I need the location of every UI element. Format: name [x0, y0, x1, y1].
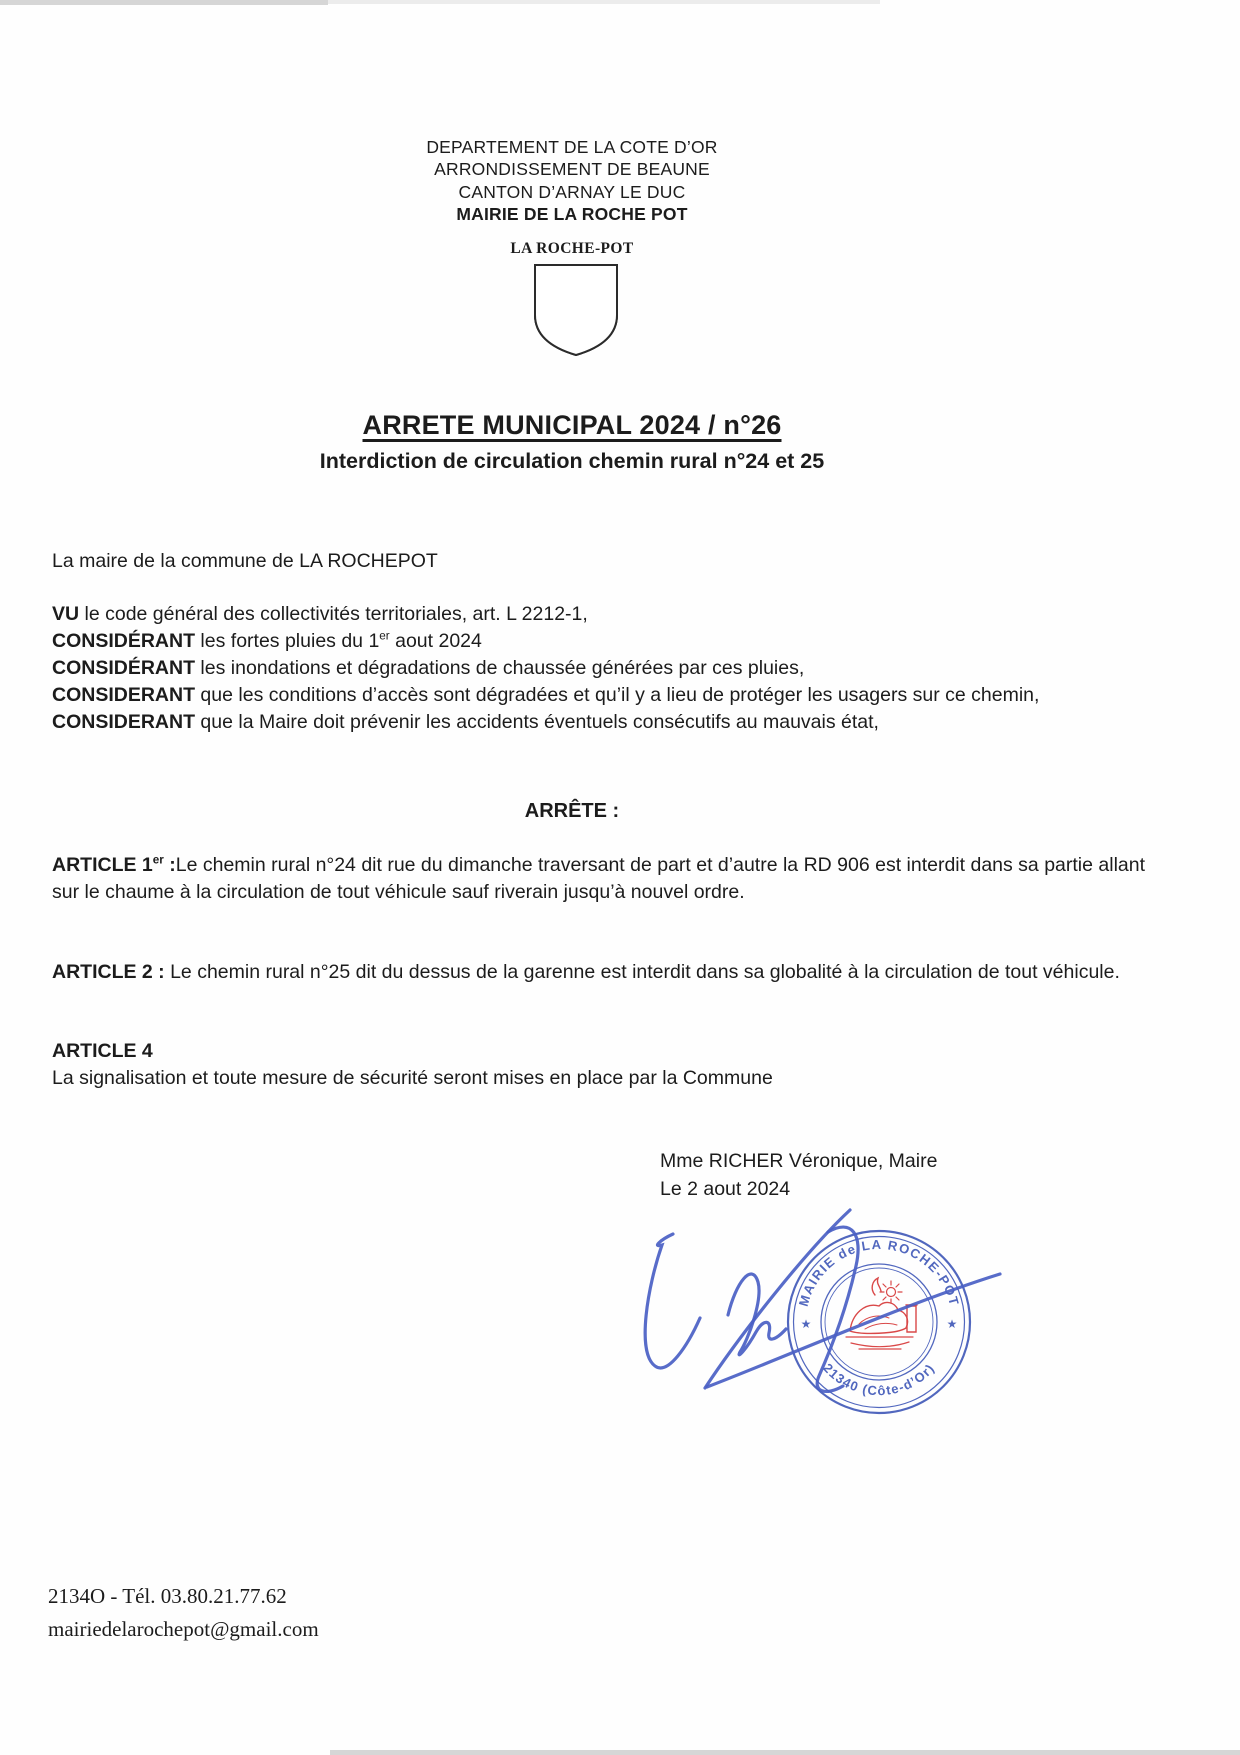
- recital-considerant-1: CONSIDÉRANT les fortes pluies du 1er aout 2024: [52, 629, 482, 652]
- recitals-block: [52, 601, 1160, 736]
- article-4-heading: ARTICLE 4: [52, 1040, 153, 1062]
- letterhead: [0, 136, 1144, 226]
- stamp-and-signature: [600, 1190, 1060, 1430]
- footer-address-phone: 2134O - Tél. 03.80.21.77.62: [48, 1584, 287, 1608]
- stamp-top-text: MAIRIE de LA ROCHE-POT: [795, 1236, 963, 1309]
- crest-label: LA ROCHE-POT: [510, 240, 634, 257]
- stamp-emblem-icon: [846, 1278, 917, 1349]
- signature-date: Le 2 aout 2024: [660, 1178, 791, 1200]
- recital-considerant-4: CONSIDERANT que la Maire doit prévenir les accidents éventuels consécutifs au mauvais état,: [52, 711, 879, 733]
- footer-email: mairiedelarochepot@gmail.com: [48, 1617, 319, 1641]
- article-1: ARTICLE 1er :Le chemin rural n°24 dit rue du dimanche traversant de part et d’autre la RD 906 est interdit dans sa partie allant sur le chaume à la circulation de tout véhicule sauf riverain jusqu’à nouvel ordre.: [52, 853, 1146, 903]
- scan-artifact-top-left: [0, 0, 328, 5]
- recital-considerant-3: CONSIDERANT que les conditions d’accès sont dégradées et qu’il y a lieu de protéger les usagers sur ce chemin,: [52, 684, 1040, 706]
- document-subtitle: Interdiction de circulation chemin rural n°24 et 25: [319, 449, 825, 473]
- recital-vu: VU le code général des collectivités territoriales, art. L 2212-1,: [52, 603, 588, 625]
- letterhead-mairie: MAIRIE DE LA ROCHE POT: [456, 204, 688, 225]
- letterhead-departement: DEPARTEMENT DE LA COTE D’OR: [426, 137, 718, 157]
- shield-outline-top: [535, 265, 617, 355]
- decree-heading: ARRÊTE :: [524, 800, 620, 822]
- letterhead-arrondissement: ARRONDISSEMENT DE BEAUNE: [434, 159, 710, 180]
- signatory-name: Mme RICHER Véronique, Maire: [660, 1150, 938, 1172]
- article-2: ARTICLE 2 : Le chemin rural n°25 dit du dessus de la garenne est interdit dans sa globalité à la circulation de tout véhicule.: [52, 961, 1120, 983]
- stamp-star-left-icon: ★: [800, 1317, 812, 1331]
- stamp-star-right-icon: ★: [946, 1317, 958, 1331]
- scan-artifact-bottom: [330, 1750, 1240, 1755]
- recital-considerant-2: CONSIDÉRANT les inondations et dégradations de chaussée générées par ces pluies,: [52, 657, 805, 679]
- coat-of-arms-shield: [527, 259, 625, 359]
- stamp-bottom-text: 21340 (Côte-d’Or): [820, 1360, 938, 1399]
- document-title: ARRETE MUNICIPAL 2024 / n°26: [362, 410, 782, 440]
- article-4-text: La signalisation et toute mesure de sécurité seront mises en place par la Commune: [52, 1067, 773, 1089]
- letterhead-canton: CANTON D’ARNAY LE DUC: [458, 181, 686, 202]
- official-stamp: [788, 1231, 970, 1413]
- intro-line: La maire de la commune de LA ROCHEPOT: [52, 550, 438, 572]
- scan-artifact-top-middle: [328, 0, 880, 4]
